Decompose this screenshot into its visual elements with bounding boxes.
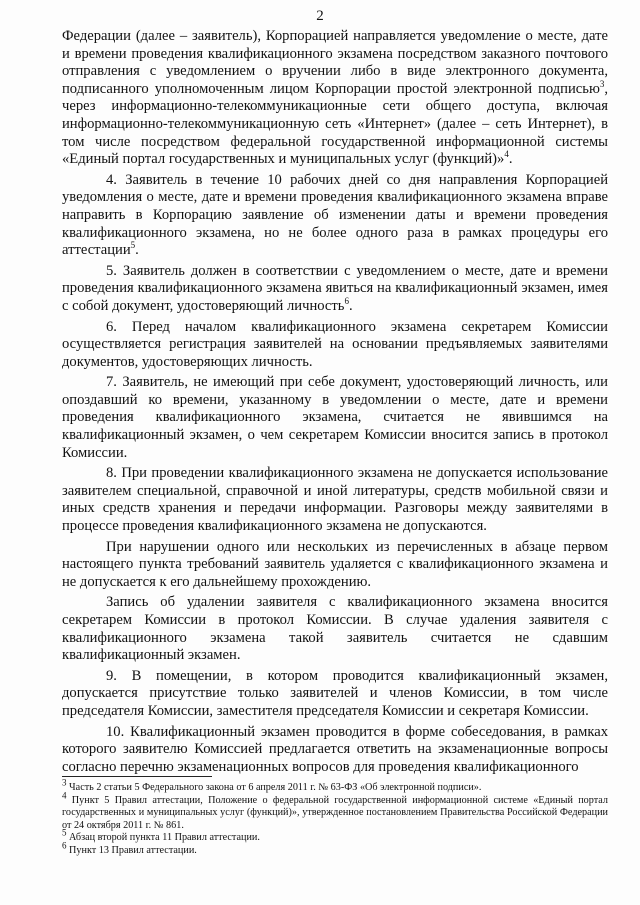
footnote-ref-6: 6 <box>344 296 349 307</box>
footnote-3: $^3$ Часть 2 статьи 5 Федерального закона от 6 апреля 2011 г. № 63-ФЗ «Об электронной подписи». <box>62 777 482 793</box>
footnote-ref-5: 5 <box>130 240 136 251</box>
paragraph-item-8: 8. При проведении квалификационного экзамена не допускается использование заявителем специальной, справочной и иной литературы, средств мобильной связи и иных средств хранения и передачи информации. Разговоры между заявителями в процессе проведения квалификационного экзамена не допускаются. <box>62 465 608 535</box>
paragraph-item-10: 10. Квалификационный экзамен проводится в форме собеседования, в рамках которого заявителю Комиссией предлагается ответить на экзаменационные вопросы согласно перечню экзаменационных вопросов для проведения квалификационного <box>62 723 608 775</box>
page-number: 2 <box>316 8 324 24</box>
paragraph-item-6: 6. Перед началом квалификационного экзамена секретарем Комиссии осуществляется регистрация заявителей на основании предъявляемых заявителями документов, удостоверяющих личность. <box>62 318 608 370</box>
footnotes <box>62 777 608 858</box>
paragraph-item-7: 7. Заявитель, не имеющий при себе документ, удостоверяющий личность, или опоздавший ко времени, указанному в уведомлении о месте, дате и времени проведения квалификационного экзамена, считается не явившимся на квалификационный экзамен, о чем секретарем Комиссии вносится запись в протокол Комиссии. <box>62 374 608 461</box>
footnote-5: $^5$ Абзац второй пункта 11 Правил аттестации. <box>62 827 260 844</box>
paragraph-1: Федерации (далее – заявитель), Корпорацией направляется уведомление о месте, дате и времени проведения квалификационного экзамена посредством заказного почтового отправления с уведомлением о вручении либо в виде электронного документа, подписанного уполномоченным лицом Корпорации простой электронной подписью$^3$, через информационно-телекоммуникационные сети общего доступа, включая информационно-телекоммуникационную сеть «Интернет» (далее – сеть Интернет), в том числе посредством федеральной государственной информационной системы «Единый портал государственных и муниципальных услуг (функций)»$^4$. <box>62 28 608 168</box>
document-body <box>62 28 608 779</box>
footnote-ref-3: 3 <box>599 78 605 89</box>
footnote-separator <box>62 776 212 777</box>
paragraph-item-8-violation: При нарушении одного или нескольких из перечисленных в абзаце первом настоящего пункта требований заявитель удаляется с квалификационного экзамена и не допускается к его дальнейшему прохождению. <box>62 538 608 590</box>
footnote-6: $^6$ Пункт 13 Правил аттестации. <box>62 840 197 856</box>
footnote-ref-4: 4 <box>504 149 509 160</box>
paragraph-item-8-removal-record: Запись об удалении заявителя с квалификационного экзамена вносится секретарем Комиссии в протокол Комиссии. В случае удаления заявителя с квалификационного экзамена такой заявитель считается не сдавшим квалификационный экзамен. <box>62 594 608 664</box>
paragraph-item-5: 5. Заявитель должен в соответствии с уведомлением о месте, дате и времени проведения квалификационного экзамена явиться на квалификационный экзамен, имея с собой документ, удостоверяющий личность$^6$. <box>62 262 608 314</box>
paragraph-item-9: 9. В помещении, в котором проводится квалификационный экзамен, допускается присутствие только заявителей и членов Комиссии, в том числе председателя Комиссии, заместителя председателя Комиссии и секретаря Комиссии. <box>62 667 608 719</box>
paragraph-item-4: 4. Заявитель в течение 10 рабочих дней со дня направления Корпорацией уведомления о месте, дате и времени проведения квалификационного экзамена вправе направить в Корпорацию заявление об изменении даты и времени проведения квалификационного экзамена, но не более одного раза в рамках процедуры его аттестации$^5$. <box>62 171 608 259</box>
footnote-4: $^4$ Пункт 5 Правил аттестации, Положение о федеральной государственной информационной системе «Единый портал государственных и муниципальных услуг (функций)», утвержденное постановлением Правительства Российской Федерации от 24 октября 2011 г. № 861. <box>62 790 608 831</box>
